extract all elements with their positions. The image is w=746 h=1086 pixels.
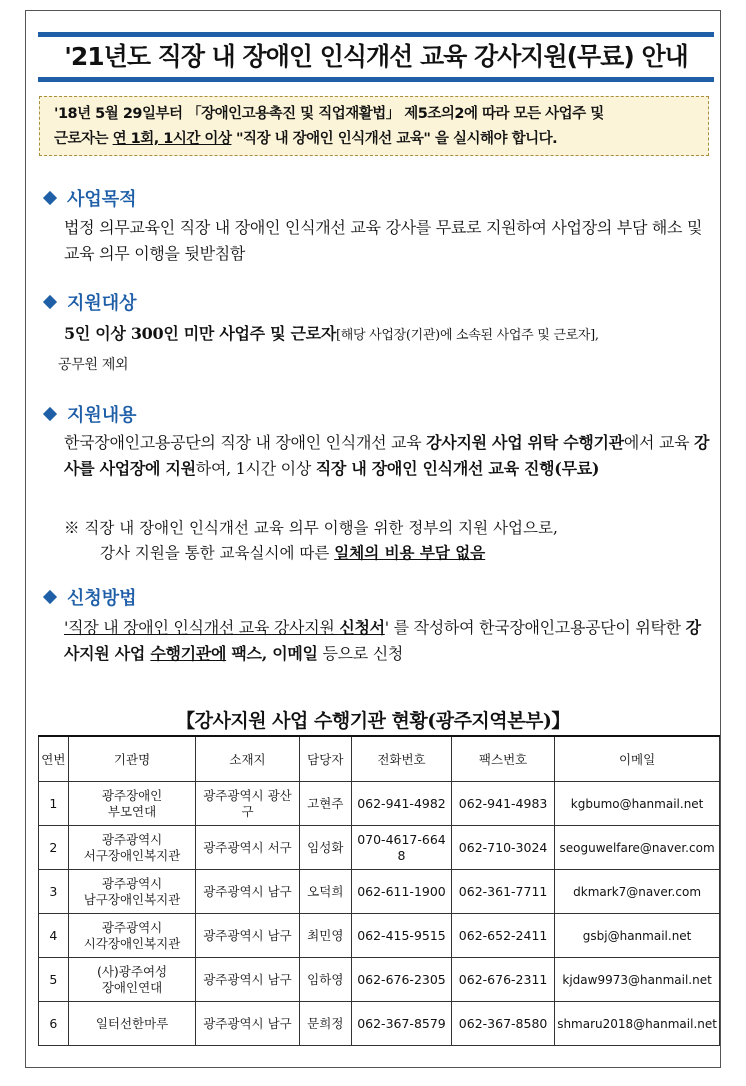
cell-manager: [299, 1002, 351, 1046]
cell-phone: [351, 826, 451, 870]
header-fax: 팩스번호: [451, 736, 554, 782]
cell-agency-name-text: 남구장애인복지관: [83, 891, 181, 907]
table-row: [39, 826, 720, 870]
cell-address: [196, 958, 299, 1002]
cell-address: [196, 826, 299, 870]
notice-box: [39, 96, 709, 156]
cell-address-text: 광주광역시 광산구: [203, 787, 292, 819]
cell-agency-name-text: 시각장애인복지관: [83, 935, 181, 951]
cell-email-text: gsbj@hanmail.net: [582, 928, 692, 943]
cell-address-text: 광주광역시 남구: [203, 1015, 292, 1031]
cell-no-text: 4: [49, 927, 58, 943]
section-text-purpose: 법정 의무교육인 직장 내 장애인 인식개선 교육 강사를 무료로 지원하여 사업장의 부담 해소 및 교육 의무 이행을 뒷받침함: [64, 218, 703, 263]
cell-agency-name-text: 일터선한마루: [95, 1015, 169, 1031]
section-text-target-exclusion: 공무원 제외: [58, 357, 129, 373]
section-text-target: 5인 이상 300인 미만 사업주 및 근로자[해당 사업장(기관)에 소속된 사업주 및 근로자],: [64, 324, 599, 343]
cell-fax: [451, 826, 554, 870]
cell-manager: [299, 914, 351, 958]
cell-agency-name: [68, 870, 196, 914]
cell-fax: [451, 958, 554, 1002]
cell-phone: [351, 914, 451, 958]
cell-no-text: 1: [49, 795, 58, 811]
section-heading-content: 지원내용: [45, 401, 137, 427]
cell-phone: [351, 958, 451, 1002]
page-title: '21년도 직장 내 장애인 인식개선 교육 강사지원(무료) 안내: [64, 42, 688, 71]
cell-agency-name-text: 광주광역시: [101, 831, 163, 847]
cell-manager: [299, 826, 351, 870]
diamond-bullet-icon: [43, 191, 57, 205]
diamond-bullet-icon: [43, 407, 57, 421]
cell-no: [39, 958, 69, 1002]
cell-phone-text: 070-4617-664: [357, 831, 446, 847]
cell-fax: [451, 782, 554, 826]
cell-email: [555, 914, 720, 958]
cell-address: [196, 870, 299, 914]
diamond-bullet-icon: [43, 590, 57, 604]
title-banner: [38, 32, 714, 82]
section-heading-purpose: 사업목적: [45, 185, 137, 211]
cell-agency-name-text: 부모연대: [107, 803, 157, 819]
cell-phone-text: 062-415-9515: [357, 927, 446, 943]
cell-no: [39, 782, 69, 826]
section-heading-target: 지원대상: [45, 289, 137, 315]
content-note-line-2: 강사 지원을 통한 교육실시에 따른 일체의 비용 부담 없음: [100, 543, 486, 562]
title-bar-bottom: [38, 77, 714, 82]
cell-address-text: 광주광역시 서구: [203, 839, 292, 855]
cell-fax-text: 062-361-7711: [458, 883, 548, 899]
cell-manager-text: 임하영: [307, 971, 344, 987]
cell-email-text: kgbumo@hanmail.net: [570, 796, 704, 811]
cell-fax-text: 062-367-8580: [458, 1015, 548, 1031]
header-phone: 전화번호: [351, 736, 451, 782]
cell-phone-text: 062-676-2305: [357, 971, 446, 987]
cell-agency-name-text: 장애인연대: [101, 979, 163, 995]
cell-no-text: 5: [49, 971, 58, 987]
cell-address: [196, 1002, 299, 1046]
cell-no: [39, 826, 69, 870]
diamond-bullet-icon: [43, 295, 57, 309]
cell-phone: [351, 1002, 451, 1046]
cell-agency-name: [68, 826, 196, 870]
cell-agency-name: [68, 914, 196, 958]
cell-phone-text: 062-611-1900: [357, 883, 446, 899]
table-row: [39, 958, 720, 1002]
cell-fax: [451, 870, 554, 914]
cell-email-text: dkmark7@naver.com: [573, 884, 702, 899]
cell-phone-text: 8: [397, 847, 406, 863]
cell-no: [39, 870, 69, 914]
table-row: [39, 914, 720, 958]
notice-line-1: '18년 5월 29일부터 「장애인고용촉진 및 직업재활법」 제5조의2에 따라 모든 사업주 및: [54, 106, 604, 122]
cell-fax-text: 062-676-2311: [458, 971, 548, 987]
cell-address-text: 광주광역시 남구: [203, 927, 292, 943]
cell-manager-text: 임성화: [307, 839, 344, 855]
section-heading-apply: 신청방법: [45, 584, 137, 610]
notice-highlight: 연 1회, 1시간 이상: [112, 131, 232, 147]
cell-phone-text: 062-941-4982: [357, 795, 446, 811]
table-row: [39, 1002, 720, 1046]
cell-agency-name: [68, 782, 196, 826]
cell-address: [196, 782, 299, 826]
cell-no: [39, 914, 69, 958]
agency-table: [38, 735, 720, 1046]
cell-manager: [299, 958, 351, 1002]
cell-agency-name-text: 광주광역시: [101, 919, 163, 935]
table-header-row: [39, 736, 720, 782]
header-address: 소재지: [196, 736, 299, 782]
cell-email: [555, 782, 720, 826]
section-text-apply: '직장 내 장애인 인식개선 교육 강사지원 신청서' 를 작성하여 한국장애인고용공단이 위탁한 강사지원 사업 수행기관에 팩스, 이메일 등으로 신청: [64, 618, 701, 663]
cell-agency-name-text: 서구장애인복지관: [83, 847, 181, 863]
cell-email-text: seoguwelfare@naver.com: [559, 840, 715, 855]
table-row: [39, 870, 720, 914]
content-note-line-1: ※ 직장 내 장애인 인식개선 교육 의무 이행을 위한 정부의 지원 사업으로,: [64, 519, 558, 537]
cell-manager: [299, 870, 351, 914]
cell-no-text: 6: [49, 1015, 58, 1031]
cell-fax-text: 062-941-4983: [458, 795, 548, 811]
cell-manager-text: 고현주: [307, 795, 344, 811]
cell-phone-text: 062-367-8579: [357, 1015, 446, 1031]
cell-phone: [351, 870, 451, 914]
cell-email: [555, 958, 720, 1002]
cell-agency-name-text: (사)광주여성: [96, 963, 168, 979]
cell-address: [196, 914, 299, 958]
header-no: 연번: [39, 736, 69, 782]
cell-no-text: 2: [49, 839, 58, 855]
cell-no-text: 3: [49, 883, 58, 899]
cell-email: [555, 870, 720, 914]
header-email: 이메일: [555, 736, 720, 782]
cell-manager-text: 오덕희: [307, 883, 344, 899]
title-bar-top: [38, 32, 714, 37]
header-name: 기관명: [68, 736, 196, 782]
cell-fax-text: 062-652-2411: [458, 927, 548, 943]
cell-email: [555, 826, 720, 870]
cell-fax: [451, 914, 554, 958]
cell-fax-text: 062-710-3024: [458, 839, 548, 855]
cell-phone: [351, 782, 451, 826]
cell-fax: [451, 1002, 554, 1046]
table-title: 【강사지원 사업 수행기관 현황(광주지역본부)】: [176, 710, 570, 732]
cell-manager-text: 문희정: [307, 1015, 344, 1031]
cell-address-text: 광주광역시 남구: [203, 883, 292, 899]
cell-agency-name: [68, 958, 196, 1002]
cell-email-text: kjdaw9973@hanmail.net: [562, 972, 712, 987]
cell-agency-name: [68, 1002, 196, 1046]
cell-no: [39, 1002, 69, 1046]
cell-agency-name-text: 광주장애인: [101, 787, 163, 803]
table-row: [39, 782, 720, 826]
section-text-content: 한국장애인고용공단의 직장 내 장애인 인식개선 교육 강사지원 사업 위탁 수행기관에서 교육 강사를 사업장에 지원하여, 1시간 이상 직장 내 장애인 인식개선 교육 진행(무료): [64, 433, 710, 478]
cell-manager-text: 최민영: [307, 927, 344, 943]
header-manager: 담당자: [299, 736, 351, 782]
cell-agency-name-text: 광주광역시: [101, 875, 163, 891]
cell-manager: [299, 782, 351, 826]
cell-address-text: 광주광역시 남구: [203, 971, 292, 987]
cell-email: [555, 1002, 720, 1046]
cell-email-text: shmaru2018@hanmail.net: [557, 1016, 717, 1031]
notice-line-2: 근로자는 연 1회, 1시간 이상 "직장 내 장애인 인식개선 교육" 을 실시해야 합니다.: [54, 131, 558, 147]
